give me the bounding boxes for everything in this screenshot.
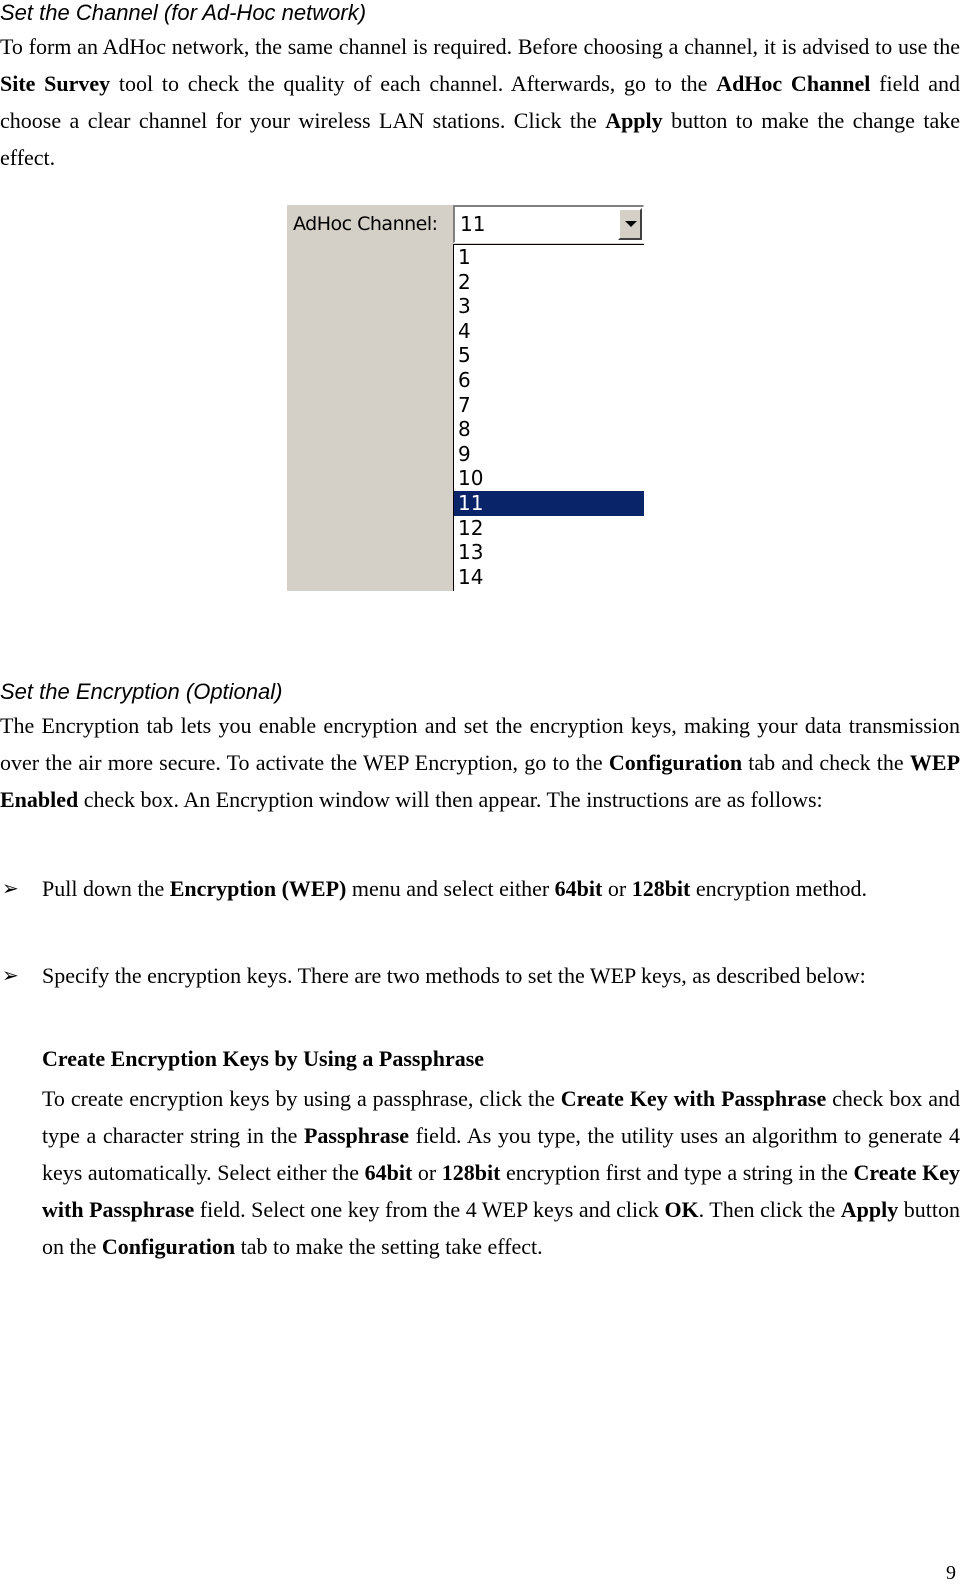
adhoc-channel-label: AdHoc Channel: [293, 213, 438, 235]
passphrase-term: Passphrase [303, 1123, 410, 1148]
configuration-term: Configuration [608, 750, 743, 775]
configuration-term: Configuration [101, 1234, 236, 1259]
chevron-down-icon [625, 221, 637, 227]
arrow-bullet-icon: ➢ [2, 876, 19, 900]
text-run: tool to check the quality of each channel. Afterwards, go to the [110, 71, 717, 96]
encryption-section-heading: Set the Encryption (Optional) [0, 679, 283, 704]
text-run: menu and select either [346, 876, 555, 901]
encryption-wep-term: Encryption (WEP) [169, 876, 347, 901]
channel-option[interactable]: 5 [458, 343, 471, 368]
passphrase-subheading: Create Encryption Keys by Using a Passphrase [42, 1046, 485, 1071]
channel-options-list[interactable] [453, 244, 644, 591]
text-run: encryption first and type a string in the [500, 1160, 854, 1185]
channel-option[interactable]: 7 [458, 392, 471, 417]
text-run: button on the [42, 1197, 960, 1259]
channel-option[interactable]: 10 [458, 466, 484, 491]
channel-option[interactable]: 3 [458, 294, 471, 319]
text-run: or [412, 1160, 442, 1185]
channel-section-heading: Set the Channel (for Ad-Hoc network) [0, 0, 367, 25]
channel-option[interactable]: 9 [458, 441, 471, 466]
channel-option[interactable]: 2 [458, 269, 471, 294]
text-run: tab to make the setting take effect. [235, 1234, 543, 1259]
text-run: . Then click the [698, 1197, 841, 1222]
text-run: tab and check the [742, 750, 910, 775]
apply-term: Apply [840, 1197, 899, 1222]
adhoc-channel-screenshot [287, 205, 644, 591]
channel-option[interactable]: 12 [458, 515, 484, 540]
dropdown-button[interactable] [618, 208, 642, 240]
text-run: field. Select one key from the 4 WEP keys and click [194, 1197, 665, 1222]
channel-paragraph [0, 28, 960, 176]
channel-option[interactable]: 11 [454, 491, 644, 516]
channel-option[interactable]: 4 [458, 318, 471, 343]
channel-option[interactable]: 14 [458, 564, 484, 589]
128bit-term: 128bit [441, 1160, 501, 1185]
bullet-item-encryption-keys: Specify the encryption keys. There are two methods to set the WEP keys, as described below: [42, 963, 866, 988]
text-run: The Encryption tab lets you enable encryption and set the encryption keys, making your data transmission over the air more secure. To activate the WEP Encryption, go to the [0, 713, 960, 775]
encryption-paragraph [0, 707, 960, 818]
text-run: field and choose a clear channel for your wireless LAN stations. Click the [0, 71, 960, 133]
text-run: Pull down the [42, 876, 170, 901]
passphrase-paragraph [42, 1080, 960, 1265]
arrow-bullet-icon: ➢ [2, 963, 19, 987]
wep-enabled-term: WEP Enabled [0, 750, 961, 812]
ok-term: OK [664, 1197, 699, 1222]
64bit-term: 64bit [554, 876, 603, 901]
adhoc-channel-term: AdHoc Channel [716, 71, 871, 96]
channel-option[interactable]: 8 [458, 417, 471, 442]
text-run: button to make the change take effect. [0, 108, 960, 170]
text-run: encryption method. [690, 876, 867, 901]
text-run: check box and type a character string in the [42, 1086, 960, 1148]
channel-option[interactable]: 13 [458, 540, 484, 565]
64bit-term: 64bit [364, 1160, 413, 1185]
text-run: To create encryption keys by using a passphrase, click the [42, 1086, 561, 1111]
page-number: 9 [946, 1562, 956, 1584]
site-survey-term: Site Survey [0, 71, 111, 96]
adhoc-channel-combobox[interactable] [453, 205, 644, 243]
text-run: field. As you type, the utility uses an algorithm to generate 4 keys automatically. Select either the [42, 1123, 960, 1185]
text-run: check box. An Encryption window will then appear. The instructions are as follows: [78, 787, 823, 812]
create-key-term: Create Key with Passphrase [42, 1160, 960, 1222]
text-run: To form an AdHoc network, the same channel is required. Before choosing a channel, it is advised to use the [0, 34, 960, 59]
apply-term: Apply [605, 108, 663, 133]
adhoc-channel-value: 11 [460, 212, 486, 236]
128bit-term: 128bit [631, 876, 691, 901]
channel-option[interactable]: 1 [458, 245, 471, 269]
create-key-term: Create Key with Passphrase [560, 1086, 827, 1111]
text-run: or [602, 876, 632, 901]
bullet-item-encryption-method [42, 870, 960, 907]
channel-option[interactable]: 6 [458, 367, 471, 392]
